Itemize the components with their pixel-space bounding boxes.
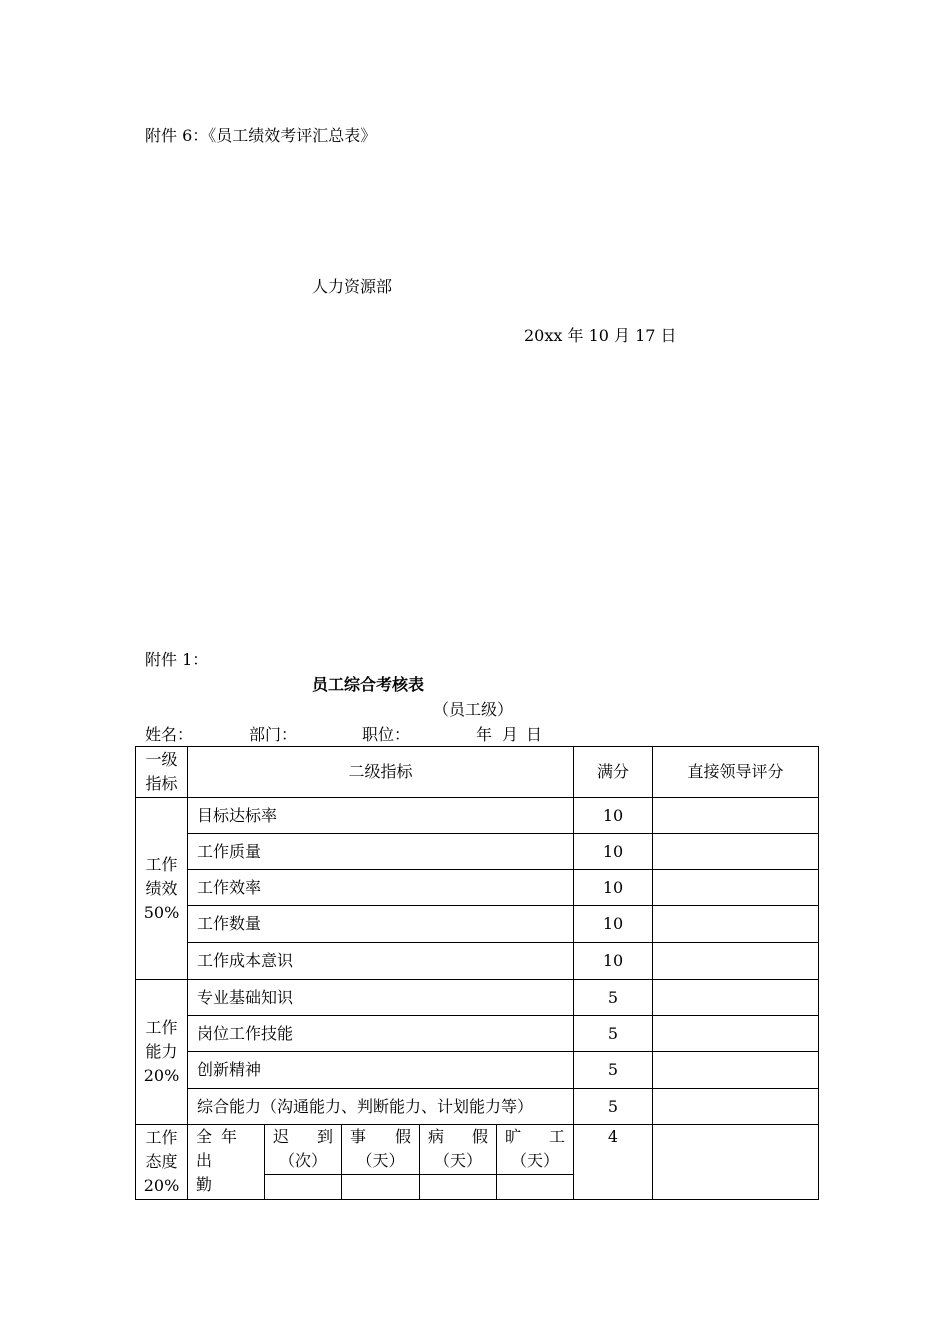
absent-header (497, 1125, 574, 1175)
item-score-cell[interactable] (653, 980, 819, 1016)
item-score-cell[interactable] (653, 1016, 819, 1052)
group-attitude-label (136, 1125, 188, 1200)
personal-leave-input[interactable] (342, 1175, 420, 1200)
item-name: 岗位工作技能 (188, 1016, 574, 1052)
item-full-score: 5 (574, 1089, 653, 1125)
item-score-cell[interactable] (653, 834, 819, 870)
table-row (136, 834, 819, 870)
absent-char2: 工 (549, 1127, 566, 1146)
attachment6-label: 附件 6： (145, 126, 209, 145)
absent-char1: 旷 (505, 1127, 522, 1146)
header-level1-line2: 指标 (145, 774, 178, 793)
attitude-row (136, 1125, 819, 1175)
personal-leave-header (342, 1125, 420, 1175)
item-full-score: 5 (574, 1052, 653, 1089)
name-label: 姓名： (145, 725, 194, 744)
attendance-line2: 勤 (196, 1175, 213, 1194)
item-name: 工作数量 (188, 906, 574, 943)
absent-unit: （天） (511, 1151, 560, 1170)
absent-input[interactable] (497, 1175, 574, 1200)
item-name: 工作质量 (188, 834, 574, 870)
document-date: 20xx 年 10 月 17 日 (524, 326, 677, 345)
personal-unit: （天） (356, 1151, 405, 1170)
item-score-cell[interactable] (653, 798, 819, 834)
late-unit: （次） (278, 1151, 327, 1170)
year-label: 年 (476, 725, 493, 744)
sick-leave-input[interactable] (420, 1175, 497, 1200)
group-label-line1: 工作 (145, 1018, 178, 1037)
header-supervisor-score: 直接领导评分 (653, 747, 819, 798)
late-char1: 迟 (273, 1127, 290, 1146)
attendance-line1: 全年出 (196, 1127, 247, 1170)
table-row (136, 906, 819, 943)
assessment-table (135, 746, 819, 1200)
dept-label: 部门： (249, 725, 298, 744)
group-label-line2: 能力 (145, 1042, 178, 1061)
department-signature: 人力资源部 (312, 277, 393, 296)
group-label-weight: 20% (143, 1066, 180, 1085)
sick-char1: 病 (428, 1127, 445, 1146)
table-row (136, 1089, 819, 1125)
sick-leave-header (420, 1125, 497, 1175)
item-name: 工作成本意识 (188, 943, 574, 980)
late-header (265, 1125, 342, 1175)
form-subtitle: （员工级） (433, 700, 514, 719)
item-score-cell[interactable] (653, 870, 819, 906)
item-score-cell[interactable] (653, 943, 819, 980)
table-row (136, 1052, 819, 1089)
group-performance-label (136, 798, 188, 980)
group-label-line2: 绩效 (145, 878, 178, 898)
late-char2: 到 (316, 1127, 333, 1146)
attachment1-label: 附件 1： (145, 650, 209, 669)
item-score-cell[interactable] (653, 1052, 819, 1089)
attendance-label (188, 1125, 265, 1200)
personal-char1: 事 (350, 1127, 367, 1146)
month-label: 月 (502, 725, 519, 744)
header-full-score: 满分 (574, 747, 653, 798)
item-name: 专业基础知识 (188, 980, 574, 1016)
item-score-cell[interactable] (653, 906, 819, 943)
position-label: 职位： (362, 725, 411, 744)
item-name: 综合能力（沟通能力、判断能力、计划能力等） (188, 1089, 574, 1125)
table-row (136, 943, 819, 980)
item-full-score: 10 (574, 906, 653, 943)
form-title: 员工综合考核表 (312, 675, 425, 694)
table-row (136, 870, 819, 906)
attitude-full-score: 4 (574, 1125, 653, 1200)
table-row (136, 980, 819, 1016)
attitude-score-cell[interactable] (653, 1125, 819, 1200)
item-name: 工作效率 (188, 870, 574, 906)
group-label-line2: 态度 (145, 1152, 178, 1171)
header-row (136, 747, 819, 798)
item-full-score: 10 (574, 798, 653, 834)
item-full-score: 5 (574, 1016, 653, 1052)
attachment6-title: 《员工绩效考评汇总表》 (208, 126, 377, 145)
item-score-cell[interactable] (653, 1089, 819, 1125)
group-label-weight: 50% (143, 902, 180, 922)
table-row (136, 798, 819, 834)
item-name: 创新精神 (188, 1052, 574, 1089)
header-level1 (136, 747, 188, 798)
item-full-score: 5 (574, 980, 653, 1016)
sick-char2: 假 (471, 1127, 488, 1146)
header-level2: 二级指标 (188, 747, 574, 798)
day-label: 日 (526, 725, 543, 744)
group-label-line1: 工作 (145, 854, 178, 874)
personal-char2: 假 (394, 1127, 411, 1146)
item-name: 目标达标率 (188, 798, 574, 834)
table-row (136, 1016, 819, 1052)
group-ability-label (136, 980, 188, 1125)
item-full-score: 10 (574, 834, 653, 870)
late-input[interactable] (265, 1175, 342, 1200)
item-full-score: 10 (574, 943, 653, 980)
group-label-line1: 工作 (145, 1128, 178, 1147)
sick-unit: （天） (433, 1151, 482, 1170)
attachment6-heading (145, 126, 376, 146)
header-level1-line1: 一级 (145, 750, 178, 769)
item-full-score: 10 (574, 870, 653, 906)
group-label-weight: 20% (143, 1176, 180, 1195)
